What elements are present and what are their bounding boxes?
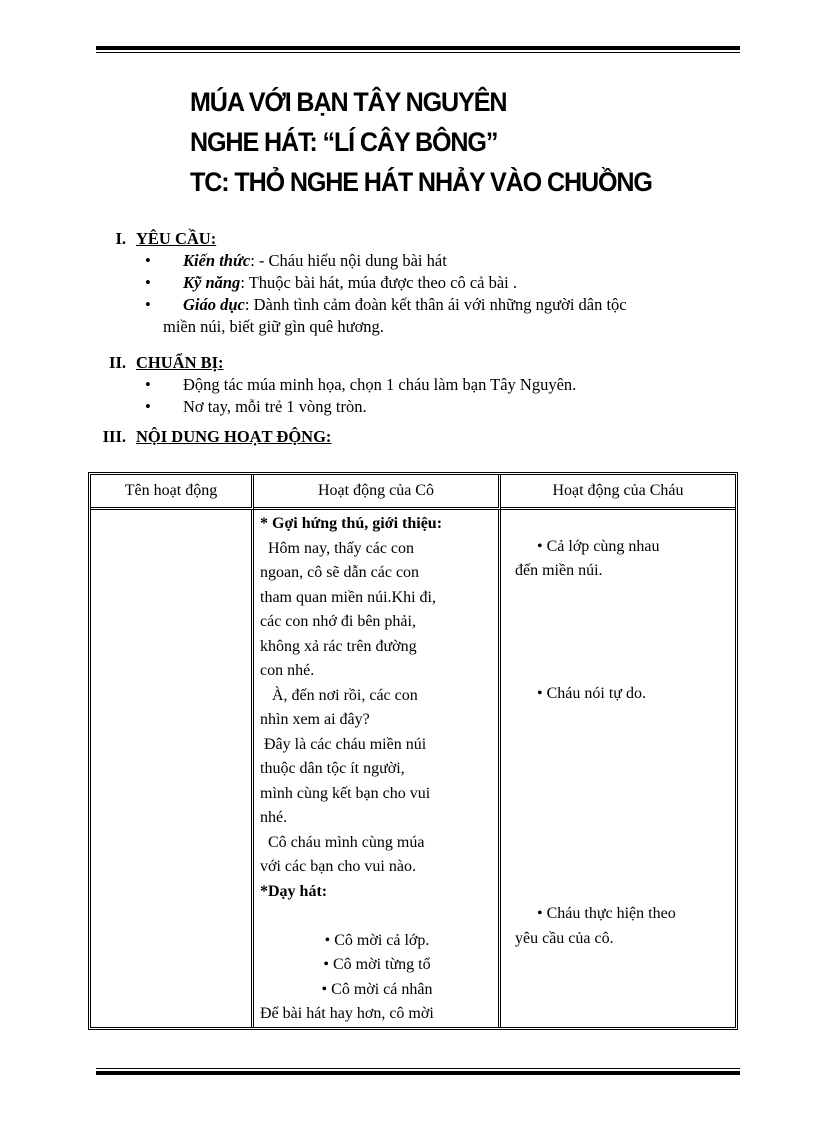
bullet-icon: • — [537, 684, 543, 702]
bullet-icon: • — [145, 375, 151, 394]
activity-table — [88, 472, 738, 1030]
column-header: Hoạt động của Cháu — [501, 475, 735, 510]
spacer — [515, 829, 729, 854]
list-item — [260, 978, 494, 1003]
cell-line: không xả rác trên đường — [260, 637, 417, 655]
cell-line: thuộc dân tộc ít người, — [260, 760, 405, 777]
table-header-row — [91, 475, 735, 510]
cell-heading: * Gợi hứng thú, giới thiệu: — [260, 515, 443, 532]
list-item — [137, 396, 740, 418]
spacer — [515, 853, 729, 878]
spacer — [515, 706, 729, 731]
section-title: YÊU CẦU: — [136, 229, 217, 248]
spacer — [515, 878, 729, 903]
spacer — [515, 633, 729, 658]
column-header: Hoạt động của Cô — [254, 475, 501, 510]
bullet-icon: • — [321, 980, 328, 998]
cell-line: tham quan miền núi.Khi đi, — [260, 588, 436, 606]
cell-line: các con nhớ đi bên phải, — [260, 613, 416, 630]
list-item — [515, 535, 729, 560]
table-row — [91, 510, 735, 1027]
item-text: : Dành tình cảm đoàn kết thân ái với những người dân tộc — [244, 295, 627, 314]
section-activities — [100, 426, 740, 448]
list-item — [260, 953, 494, 978]
spacer — [515, 780, 729, 805]
top-rule — [96, 46, 740, 53]
item-label: Giáo dục — [183, 295, 245, 314]
bullet-icon: • — [145, 251, 151, 270]
section-number: III. — [102, 427, 126, 446]
item-text: Cháu nói tự do. — [546, 684, 646, 702]
bullet-icon: • — [145, 273, 151, 292]
cell-line: nhìn xem ai đây? — [260, 711, 370, 728]
bullet-icon: • — [145, 295, 151, 314]
bullet-icon: • — [145, 397, 151, 416]
cell-line: ngoan, cô sẽ dẫn các con — [260, 564, 420, 581]
bottom-rule — [96, 1068, 740, 1075]
list-item — [260, 929, 494, 954]
spacer — [515, 804, 729, 829]
spacer — [515, 608, 729, 633]
list-item — [137, 250, 740, 272]
title-line-1: MÚA VỚI BẠN TÂY NGUYÊN — [190, 87, 507, 117]
teacher-activity-cell — [254, 510, 501, 1027]
document-title — [190, 82, 652, 202]
spacer — [515, 731, 729, 756]
spacer — [515, 510, 729, 535]
bullet-icon: • — [324, 931, 331, 949]
cell-line: yêu cầu của cô. — [515, 929, 614, 947]
bullet-icon: • — [537, 537, 543, 555]
item-text: Động tác múa minh họa, chọn 1 cháu làm bạn Tây Nguyên. — [183, 375, 577, 394]
item-text: : - Cháu hiểu nội dung bài hát — [250, 251, 447, 270]
list-item — [137, 272, 740, 294]
title-line-3: TC: THỎ NGHE HÁT NHẢY VÀO CHUỒNG — [190, 167, 652, 197]
cell-line: Đây là các cháu miền núi — [260, 735, 427, 753]
item-label: Kỹ năng — [183, 273, 241, 292]
item-text: : Thuộc bài hát, múa được theo cô cả bài . — [240, 273, 518, 292]
cell-line: mình cùng kết bạn cho vui — [260, 784, 431, 802]
section-requirements — [100, 228, 740, 338]
cell-line: nhé. — [260, 809, 288, 826]
section-number: II. — [109, 353, 126, 372]
cell-heading: *Dạy hát: — [260, 882, 328, 900]
column-header: Tên hoạt động — [91, 475, 254, 510]
cell-line: với các bạn cho vui nào. — [260, 858, 416, 875]
section-title: CHUẨN BỊ: — [136, 353, 224, 372]
cell-line: À, đến nơi rồi, các con — [260, 686, 418, 704]
item-text: Nơ tay, mỗi trẻ 1 vòng tròn. — [183, 397, 367, 416]
spacer — [515, 657, 729, 682]
title-line-2: NGHE HÁT: “LÍ CÂY BÔNG” — [190, 127, 498, 157]
activity-name-cell — [91, 510, 254, 1027]
list-item — [515, 902, 729, 927]
item-label: Kiến thức — [183, 251, 251, 270]
item-text: Cháu thực hiện theo — [546, 905, 676, 922]
list-item — [137, 374, 740, 396]
bullet-icon: • — [323, 956, 329, 973]
item-text: Cô mời từng tổ — [333, 956, 431, 973]
section-number: I. — [115, 229, 126, 248]
spacer — [515, 755, 729, 780]
child-activity-cell — [501, 510, 735, 1027]
spacer — [515, 584, 729, 609]
section-preparation — [100, 352, 740, 418]
list-item — [137, 294, 740, 316]
spacer — [260, 904, 494, 929]
section-heading — [100, 352, 740, 374]
item-text: Cô mời cả lớp. — [334, 931, 430, 949]
item-continuation: miền núi, biết giữ gìn quê hương. — [163, 317, 384, 336]
cell-line: đến miền núi. — [515, 562, 603, 579]
bullet-icon: • — [537, 905, 543, 922]
list-item — [515, 682, 729, 707]
cell-line: con nhé. — [260, 662, 315, 679]
section-heading — [100, 426, 740, 448]
section-title: NỘI DUNG HOẠT ĐỘNG: — [136, 427, 332, 446]
section-heading — [100, 228, 740, 250]
cell-line: Hôm nay, thấy các con — [260, 539, 415, 557]
item-text: Cả lớp cùng nhau — [546, 537, 660, 555]
item-text: Cô mời cá nhân — [331, 980, 433, 998]
cell-line: Cô cháu mình cùng múa — [260, 833, 425, 851]
cell-line: Để bài hát hay hơn, cô mời — [260, 1005, 434, 1022]
